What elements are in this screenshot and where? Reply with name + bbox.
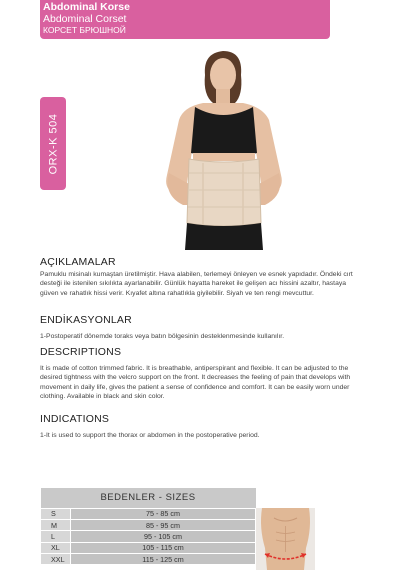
section-title-aciklamalar: AÇIKLAMALAR: [40, 256, 116, 268]
title-english: Abdominal Corset: [43, 13, 127, 25]
title-russian: КОРСЕТ БРЮШНОЙ: [43, 25, 126, 35]
product-code-tab: [40, 97, 66, 190]
section-title-descriptions: DESCRIPTIONS: [40, 346, 122, 358]
size-label: M: [41, 519, 71, 530]
size-range: 75 - 85 cm: [71, 508, 256, 519]
torso-measure-illustration: [256, 508, 315, 570]
table-row: [41, 519, 256, 530]
table-row: [41, 554, 256, 565]
size-chart-table: [40, 488, 256, 565]
size-range: 115 - 125 cm: [71, 554, 256, 565]
table-row: [41, 531, 256, 542]
table-row: [41, 508, 256, 519]
section-text-indications: 1-It is used to support the thorax or abdomen in the postoperative period.: [40, 432, 260, 439]
size-range: 105 - 115 cm: [71, 542, 256, 553]
size-chart-title: BEDENLER - SIZES: [41, 488, 256, 508]
product-photo: [123, 45, 328, 250]
section-text-descriptions: It is made of cotton trimmed fabric. It is breathable, antiperspirant and flexible. It can be adjusted to the desired tightness with the velcro support on the front. It decreases the feeling of pain that develops with movement in daily life, gives the patient a sense of confidence and comfort. It can be easily worn under clothing. Available in black and skin color.: [40, 365, 351, 400]
model-wearing-corset-image: [123, 45, 328, 250]
title-banner: [40, 0, 330, 39]
section-title-indications: INDICATIONS: [40, 413, 110, 425]
product-code: ORX-K 504: [47, 113, 59, 174]
size-label: XL: [41, 542, 71, 553]
section-text-aciklamalar: Pamuklu misinalı kumaştan üretilmiştir. Hava alabilen, terlemeyi önleyen ve esnek yapıdadır. Öndeki cırt desteği ile istenilen sıkılıkta ayarlanabilir. Günlük hayatta hareket ile gelişen acı hissini azaltır, hastaya güven ve rahatlık hissi verir. Kıyafet altına rahatlıkla giyilebilir. Siyah ve ten rengi mevcuttur.: [40, 271, 353, 297]
size-label: S: [41, 508, 71, 519]
waist-measurement-image: [256, 508, 315, 570]
table-row: [41, 542, 256, 553]
size-label: L: [41, 531, 71, 542]
title-turkish: Abdominal Korse: [43, 1, 130, 13]
section-text-endikasyonlar: 1-Postoperatif dönemde toraks veya batın bölgesinin desteklenmesinde kullanılır.: [40, 333, 285, 340]
size-label: XXL: [41, 554, 71, 565]
size-range: 95 - 105 cm: [71, 531, 256, 542]
size-range: 85 - 95 cm: [71, 519, 256, 530]
section-title-endikasyonlar: ENDİKASYONLAR: [40, 314, 132, 326]
